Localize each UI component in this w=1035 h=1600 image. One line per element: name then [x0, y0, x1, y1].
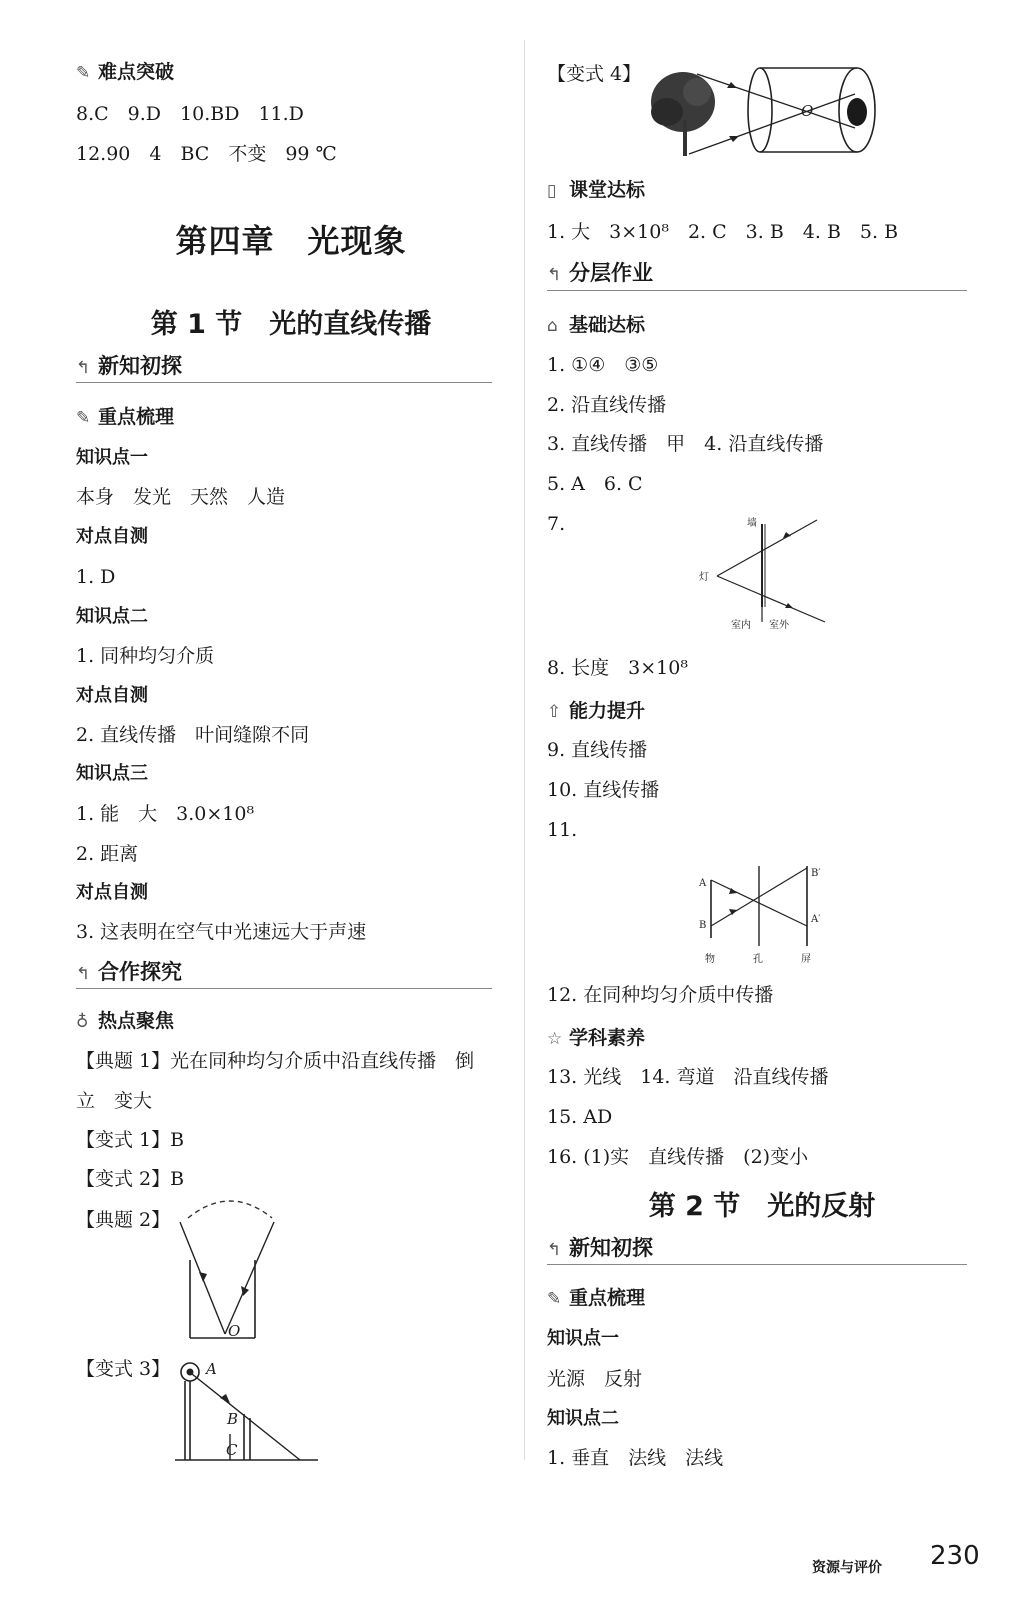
label-a-prime: A′	[811, 914, 821, 925]
basic-3-4: 3. 直线传播 甲 4. 沿直线传播	[547, 433, 824, 455]
ability-heading: ⇧ 能力提升	[547, 700, 646, 722]
variant2: 【变式 2】B	[76, 1168, 185, 1190]
variant4-label: 【变式 4】	[547, 63, 642, 85]
outdoor-label: 室外	[769, 620, 789, 631]
star-icon: ☆	[547, 1029, 563, 1049]
kp1b-answers: 光源 反射	[547, 1368, 643, 1390]
light-ray	[192, 1374, 300, 1460]
variant4-diagram	[645, 60, 890, 165]
section-layered-homework: ↰ 分层作业	[547, 261, 653, 285]
section-new-knowledge-2: ↰ 新知初探	[547, 1236, 653, 1260]
kp3-answers-1: 1. 能 大 3.0×10⁸	[76, 803, 255, 825]
bookmark-icon: ↰	[76, 358, 91, 378]
book-icon: ▯	[547, 181, 557, 201]
literacy-heading: ☆ 学科素养	[547, 1027, 646, 1049]
kp2-heading: 知识点二	[76, 606, 148, 627]
kp1b-heading: 知识点一	[547, 1328, 619, 1349]
kp2b-heading: 知识点二	[547, 1408, 619, 1429]
difficult-heading: ✎ 难点突破	[76, 61, 175, 83]
section-cooperation: ↰ 合作探究	[76, 960, 182, 984]
indoor-label: 室内	[731, 620, 751, 631]
ray-lower	[717, 576, 825, 622]
kp3-heading: 知识点三	[76, 763, 148, 784]
hot-focus-heading: ♁ 热点聚焦	[76, 1010, 175, 1032]
hole-label: 孔	[753, 954, 763, 965]
section-rule	[76, 988, 492, 989]
reflected-ray	[225, 1222, 274, 1334]
ability-9: 9. 直线传播	[547, 739, 648, 761]
kp2-answers: 1. 同种均匀介质	[76, 645, 215, 667]
apple-icon: ♁	[76, 1012, 89, 1032]
screen-label: 屏	[801, 954, 811, 965]
ability-12: 12. 在同种均匀介质中传播	[547, 984, 774, 1006]
ray-arrow	[220, 1394, 230, 1403]
ability-10: 10. 直线传播	[547, 779, 660, 801]
tree-image	[651, 72, 715, 156]
page-footer	[812, 1535, 1022, 1595]
column-divider	[524, 40, 525, 1460]
kp2b-answers: 1. 垂直 法线 法线	[547, 1447, 724, 1469]
key-points-heading: ✎ 重点梳理	[76, 406, 175, 428]
difficult-answers-1: 8.C 9.D 10.BD 11.D	[76, 103, 304, 125]
wall-label: 墙	[747, 518, 757, 529]
difficult-answers-2: 12.90 4 BC 不变 99 ℃	[76, 143, 337, 165]
ray-arrow	[199, 1272, 207, 1282]
literacy-15: 15. AD	[547, 1106, 613, 1128]
object-label: 物	[705, 954, 715, 965]
class-standard-answers: 1. 大 3×10⁸ 2. C 3. B 4. B 5. B	[547, 221, 899, 243]
bookmark-icon: ↰	[547, 265, 562, 285]
basic-1: 1. ①④ ③⑤	[547, 354, 659, 376]
ray-upper	[717, 520, 817, 576]
section-rule	[547, 1264, 967, 1265]
example1-line1: 【典题 1】光在同种均匀介质中沿直线传播 倒	[76, 1050, 475, 1072]
bookmark-icon: ↰	[547, 1240, 562, 1260]
fig11-diagram	[695, 858, 835, 968]
up-arrow-icon: ⇧	[547, 702, 562, 722]
basic-heading: ⌂ 基础达标	[547, 314, 646, 336]
lesson1-title: 第 1 节 光的直线传播	[150, 309, 432, 340]
label-b: B	[227, 1410, 239, 1428]
ability-11: 11.	[547, 819, 578, 841]
inverted-image	[847, 98, 867, 126]
dashed-arc	[188, 1201, 272, 1218]
point-o-label: O	[228, 1322, 241, 1340]
basic-7: 7.	[547, 513, 566, 535]
point-o-label: O	[801, 102, 814, 120]
section-rule	[547, 290, 967, 291]
lamp-label: 灯	[699, 572, 709, 583]
pen-icon: ✎	[76, 408, 91, 428]
variant3-label: 【变式 3】	[76, 1358, 171, 1380]
kp2-test: 2. 直线传播 叶间缝隙不同	[76, 724, 310, 746]
example2-diagram	[170, 1200, 290, 1350]
light-ray-top	[697, 74, 855, 128]
label-b: B	[699, 920, 707, 931]
label-a: A	[206, 1360, 217, 1378]
literacy-16: 16. (1)实 直线传播 (2)变小	[547, 1146, 809, 1168]
kp1-heading: 知识点一	[76, 447, 148, 468]
section-rule	[76, 382, 492, 383]
variant3-diagram	[170, 1352, 320, 1467]
self-test-heading: 对点自测	[76, 882, 148, 903]
variant1: 【变式 1】B	[76, 1129, 185, 1151]
self-test-heading: 对点自测	[76, 526, 148, 547]
section-new-knowledge: ↰ 新知初探	[76, 354, 182, 378]
pen-icon: ✎	[76, 63, 91, 83]
bookmark-icon: ↰	[76, 964, 91, 984]
example2-label: 【典题 2】	[76, 1209, 171, 1231]
basic-5-6: 5. A 6. C	[547, 473, 643, 495]
lock-icon: ⌂	[547, 316, 558, 336]
self-test-heading: 对点自测	[76, 685, 148, 706]
kp3-answers-2: 2. 距离	[76, 843, 139, 865]
basic-2: 2. 沿直线传播	[547, 394, 667, 416]
example1-line2: 立 变大	[76, 1090, 153, 1112]
basic-8: 8. 长度 3×10⁸	[547, 657, 688, 679]
footer-note: 资源与评价	[812, 1560, 882, 1576]
label-c: C	[226, 1441, 238, 1459]
pen-icon: ✎	[547, 1289, 562, 1309]
kp3-test: 3. 这表明在空气中光速远大于声速	[76, 921, 367, 943]
label-b-prime: B′	[811, 868, 821, 879]
kp1-test: 1. D	[76, 566, 116, 588]
kp1-answers: 本身 发光 天然 人造	[76, 486, 286, 508]
label-a: A	[699, 878, 707, 889]
cylinder-front	[748, 68, 772, 152]
lesson2-title: 第 2 节 光的反射	[648, 1191, 876, 1222]
class-standard-heading: ▯ 课堂达标	[547, 179, 646, 201]
literacy-13-14: 13. 光线 14. 弯道 沿直线传播	[547, 1066, 829, 1088]
key-points-heading-2: ✎ 重点梳理	[547, 1287, 646, 1309]
page-number: 230	[930, 1541, 980, 1571]
fig7-diagram	[695, 512, 835, 637]
chapter-title: 第四章 光现象	[175, 222, 407, 260]
